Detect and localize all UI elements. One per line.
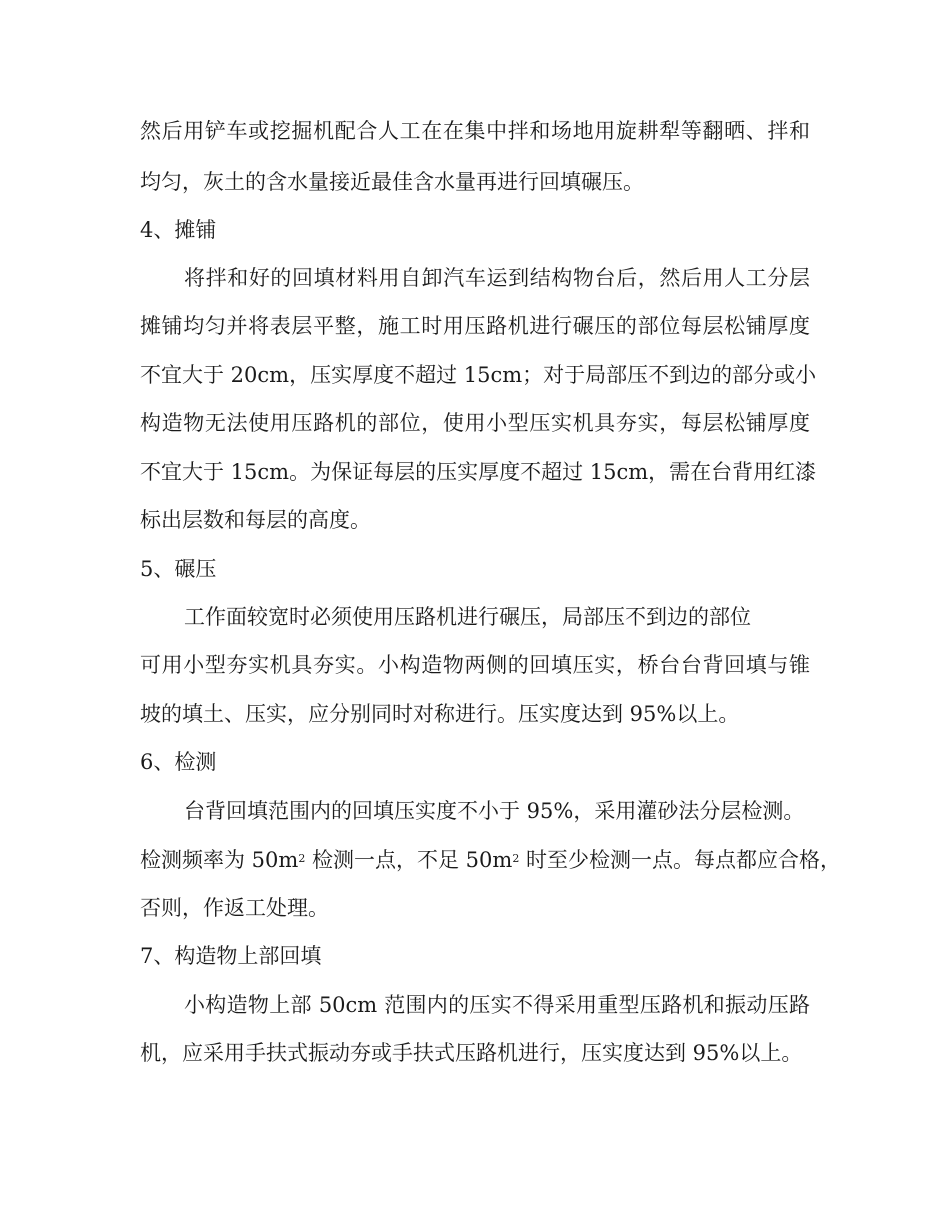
section-4-line-4: 构造物无法使用压路机的部位，使用小型压实机具夯实，每层松铺厚度 — [140, 411, 810, 435]
intro-line-1: 然后用铲车或挖掘机配合人工在在集中拌和场地用旋耕犁等翻晒、拌和 — [140, 119, 810, 143]
section-4-line-5: 不宜大于 15cm。为保证每层的压实厚度不超过 15cm，需在台背用红漆 — [140, 460, 817, 484]
section-4-line-6: 标出层数和每层的高度。 — [140, 508, 371, 532]
section-5-heading: 5、碾压 — [140, 557, 217, 581]
section-7-line-2: 机，应采用手扶式振动夯或手扶式压路机进行，压实度达到 95%以上。 — [140, 1041, 803, 1065]
section-7-heading: 7、构造物上部回填 — [140, 944, 322, 968]
section-6-heading: 6、检测 — [140, 750, 217, 774]
section-6-line-3: 否则，作返工处理。 — [140, 896, 329, 920]
section-5-line-3: 坡的填土、压实，应分别同时对称进行。压实度达到 95%以上。 — [140, 702, 740, 726]
section-4-line-3: 不宜大于 20cm，压实厚度不超过 15cm；对于局部压不到边的部分或小 — [140, 363, 817, 387]
intro-line-2: 均匀，灰土的含水量接近最佳含水量再进行回填碾压。 — [140, 170, 644, 194]
section-7-line-1: 小构造物上部 50cm 范围内的压实不得采用重型压路机和振动压路 — [184, 993, 810, 1017]
section-6-line-1: 台背回填范围内的回填压实度不小于 95%，采用灌砂法分层检测。 — [184, 799, 805, 823]
section-4-heading: 4、摊铺 — [140, 218, 217, 242]
section-5-line-1: 工作面较宽时必须使用压路机进行碾压，局部压不到边的部位 — [184, 605, 751, 629]
section-5-line-2: 可用小型夯实机具夯实。小构造物两侧的回填压实，桥台台背回填与锥 — [140, 653, 810, 677]
section-4-line-1: 将拌和好的回填材料用自卸汽车运到结构物台后，然后用人工分层 — [184, 266, 810, 290]
section-6-line-2: 检测频率为 $50m^2$ 检测一点，不足 $50m^2$ 时至少检测一点。每点都应合格， — [140, 848, 841, 872]
section-4-line-2: 摊铺均匀并将表层平整，施工时用压路机进行碾压的部位每层松铺厚度 — [140, 314, 810, 338]
